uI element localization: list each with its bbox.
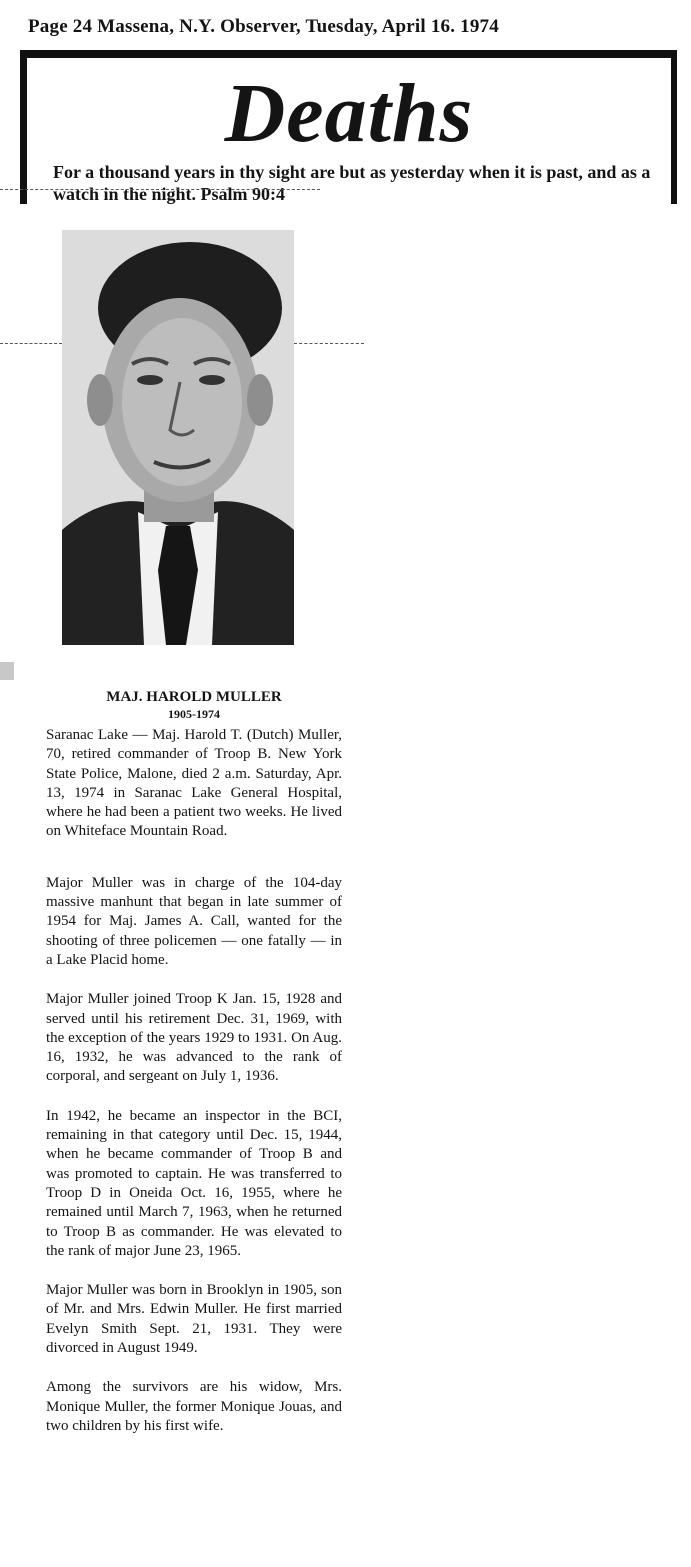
portrait-photo-icon — [62, 230, 294, 645]
masthead: Page 24 Massena, N.Y. Observer, Tuesday, April 16. 1974 — [28, 16, 499, 37]
obituary-paragraph: Major Muller was in charge of the 104-day massive manhunt that began in late summer of 1954 for Maj. James A. Call, wanted for the shooting of three policemen — one fatally — in a Lake Placid home. — [46, 874, 342, 968]
divider-dashed — [0, 343, 62, 344]
deaths-header-box — [20, 50, 677, 204]
portrait-photo-svg — [62, 230, 294, 645]
obituary-years: 1905-1974 — [168, 707, 220, 721]
obituary-paragraph: Major Muller joined Troop K Jan. 15, 1928 and served until his retirement Dec. 31, 1969, with the exception of the years 1929 to 1931. On Aug. 16, 1932, he was advanced to the rank of corporal, and sergeant on July 1, 1936. — [46, 991, 342, 1085]
scan-artifact — [0, 662, 14, 680]
obituary-headline: MAJ. HAROLD MULLER — [106, 689, 282, 705]
obituary-paragraph: Saranac Lake — Maj. Harold T. (Dutch) Muller, 70, retired commander of Troop B. New York State Police, Malone, died 2 a.m. Saturday, Apr. 13, 1974 in Saranac Lake General Hospital, where he had been a patient two weeks. He lived on Whiteface Mountain Road. — [46, 727, 342, 840]
divider-dashed — [0, 189, 320, 190]
obituary-paragraph: Major Muller was born in Brooklyn in 1905, son of Mr. and Mrs. Edwin Muller. He first married Evelyn Smith Sept. 21, 1931. They were divorced in August 1949. — [46, 1282, 342, 1357]
obituary-paragraph: In 1942, he became an inspector in the BCI, remaining in that category until Dec. 15, 1944, when he became commander of Troop B and was promoted to captain. He was transferred to Troop D in Oneida Oct. 16, 1955, where he remained until March 7, 1963, when he returned to Troop B as commander. He was elevated to the rank of major June 23, 1965. — [46, 1107, 342, 1259]
section-title: Deaths — [224, 67, 474, 160]
obituary-paragraph: Among the survivors are his widow, Mrs. Monique Muller, the former Monique Jouas, and two children by his first wife. — [46, 1379, 342, 1434]
epigraph: For a thousand years in thy sight are but as yesterday when it is past, and as a watch in the night. Psalm 90:4 — [53, 162, 651, 204]
divider-dashed — [294, 343, 364, 344]
obituary-article — [46, 688, 342, 1436]
